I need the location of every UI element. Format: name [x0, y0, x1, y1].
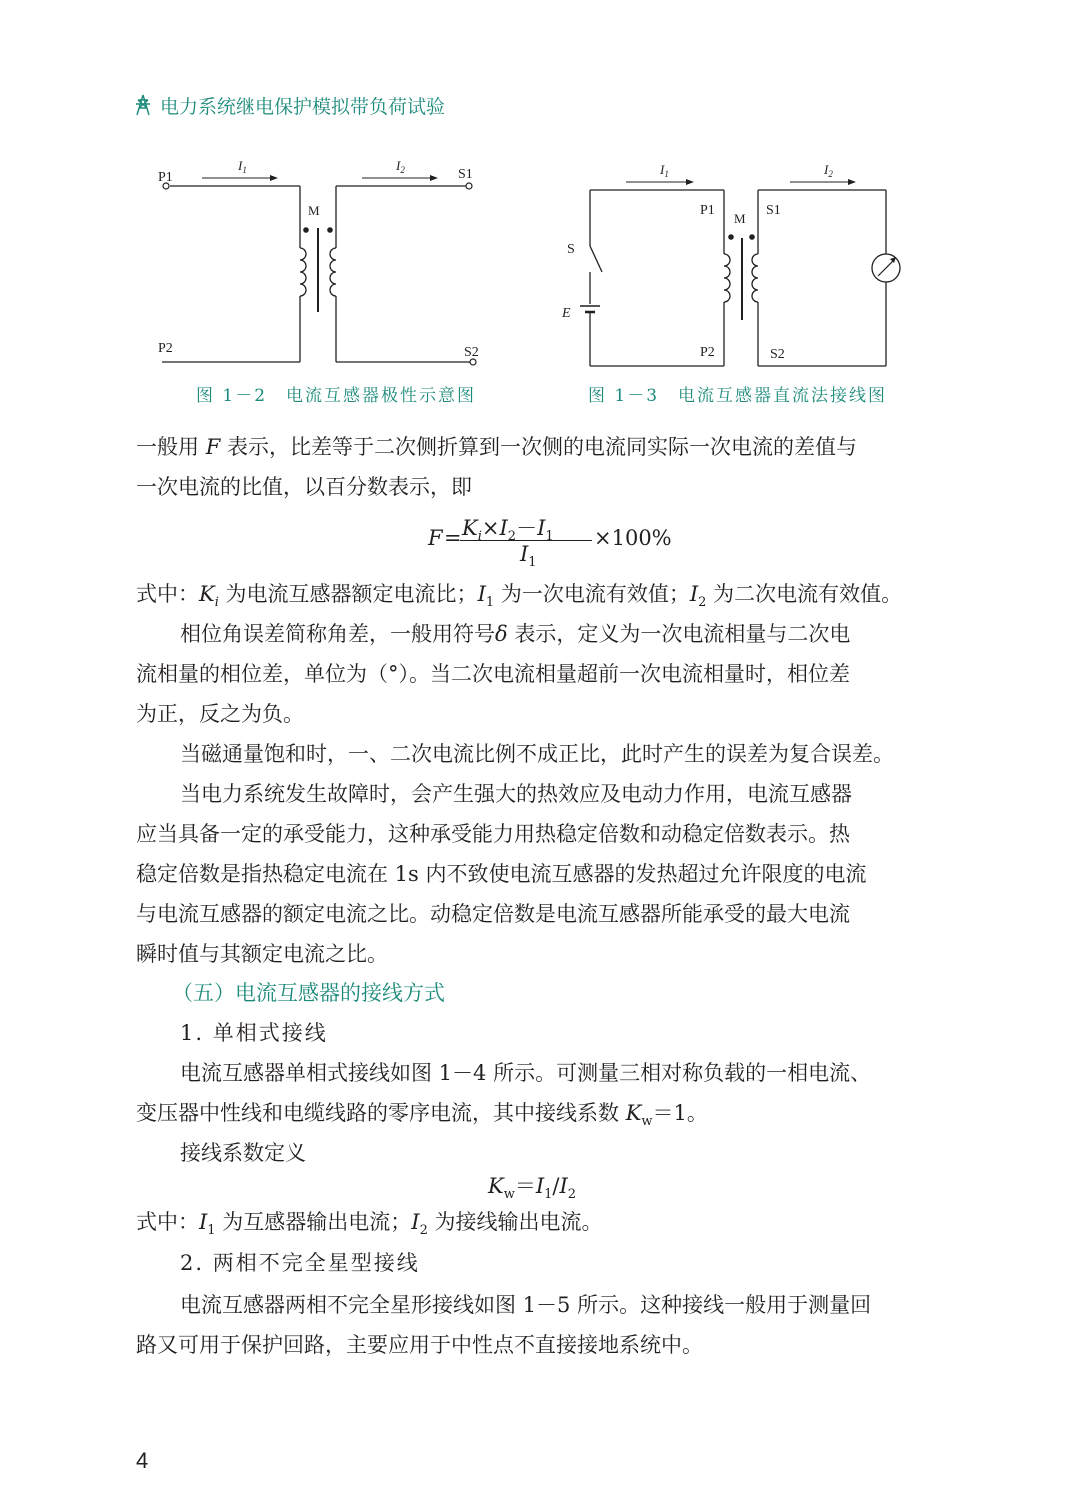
- switch-s: [590, 246, 602, 272]
- svg-text:I2: [395, 158, 405, 175]
- arrow-i1: [626, 179, 694, 185]
- label-i2-sub: 2: [400, 165, 405, 175]
- svg-text:I1: [659, 162, 669, 179]
- label-e: E: [562, 306, 571, 321]
- ratio-error-formula: F = $K_i\times I_2-I_1$ $I_1$ ×100%: [428, 516, 672, 571]
- label-i2: I: [824, 162, 829, 177]
- label-i1-sub: 1: [242, 165, 247, 175]
- figure-1-2-diagram: [140, 150, 500, 372]
- polarity-dot-primary: [728, 234, 734, 240]
- paragraph-line: 相位角误差简称角差，一般用符号δ 表示，定义为一次电流相量与二次电: [180, 622, 851, 646]
- polarity-dot-primary: [303, 227, 309, 233]
- label-i2-sub: 2: [828, 169, 833, 179]
- galvanometer-icon: [872, 254, 900, 282]
- paragraph-line: 当磁通量饱和时，一、二次电流比例不成正比，此时产生的误差为复合误差。: [180, 742, 894, 766]
- paragraph-line: 流相量的相位差，单位为（°）。当二次电流相量超前一次电流相量时，相位差: [136, 662, 850, 686]
- label-m: M: [734, 211, 746, 226]
- paragraph-line: 为正，反之为负。: [136, 702, 304, 726]
- transmission-tower-icon: [134, 94, 152, 116]
- polarity-dot-secondary: [327, 227, 333, 233]
- paragraph-line: 稳定倍数是指热稳定电流在 1s 内不致使电流互感器的发热超过允许限度的电流: [136, 862, 867, 886]
- label-m: M: [308, 203, 320, 218]
- arrow-i2: [362, 175, 438, 181]
- paragraph-line: 瞬时值与其额定电流之比。: [136, 942, 388, 966]
- label-s2: S2: [464, 345, 479, 360]
- label-s2: S2: [770, 347, 785, 362]
- paragraph-line: 变压器中性线和电缆线路的零序电流，其中接线系数 $K_w=1$。: [136, 1101, 708, 1130]
- paragraph-line: 与电流互感器的额定电流之比。动稳定倍数是电流互感器所能承受的最大电流: [136, 902, 850, 926]
- paragraph-line: 电流互感器单相式接线如图 1－4 所示。可测量三相对称负载的一相电流、: [180, 1061, 872, 1085]
- fraction-bar: [460, 540, 592, 541]
- polarity-dot-secondary: [749, 234, 755, 240]
- page-number: 4: [136, 1448, 149, 1473]
- label-p1: P1: [158, 170, 173, 185]
- label-p2: P2: [158, 341, 173, 356]
- label-s1: S1: [766, 203, 781, 218]
- paragraph-line: 应当具备一定的承受能力，这种承受能力用热稳定倍数和动稳定倍数表示。热: [136, 822, 850, 846]
- header-title: 电力系统继电保护模拟带负荷试验: [160, 95, 446, 118]
- running-header: [134, 90, 445, 120]
- label-s1: S1: [458, 167, 473, 182]
- label-i2: I: [396, 158, 401, 173]
- svg-text:I2: [823, 162, 833, 179]
- symbol-F: F: [205, 435, 221, 459]
- subsection-heading: 2. 两相不完全星型接线: [180, 1251, 420, 1275]
- battery-e: [580, 306, 600, 312]
- paragraph-line: 路又可用于保护回路，主要应用于中性点不直接接地系统中。: [136, 1333, 703, 1357]
- subsection-heading: 1. 单相式接线: [180, 1021, 328, 1045]
- arrow-i1: [202, 175, 278, 181]
- terminal-s1: [466, 183, 472, 189]
- figure-1-2-caption: 图 1－2 电流互感器极性示意图: [196, 386, 477, 406]
- label-i1: I: [238, 158, 243, 173]
- label-p2: P2: [700, 345, 715, 360]
- paragraph-line: 电流互感器两相不完全星形接线如图 1－5 所示。这种接线一般用于测量回: [180, 1293, 872, 1317]
- paragraph-line: 一般用 F 表示，比差等于二次侧折算到一次侧的电流同实际一次电流的差值与: [136, 435, 857, 459]
- label-i1-sub: 1: [664, 169, 669, 179]
- label-s: S: [567, 242, 575, 257]
- paragraph-line: 式中：$I_1$ 为互感器输出电流；$I_2$ 为接线输出电流。: [136, 1210, 603, 1239]
- label-p1: P1: [700, 203, 715, 218]
- arrow-i2: [790, 179, 856, 185]
- symbol-delta: δ: [495, 622, 508, 646]
- figure-1-3-caption: 图 1－3 电流互感器直流法接线图: [588, 386, 888, 406]
- paragraph-line: 接线系数定义: [180, 1141, 306, 1165]
- svg-text:I1: [237, 158, 247, 175]
- paragraph-line: 式中：$K_i$ 为电流互感器额定电流比；$I_1$ 为一次电流有效值；$I_2$ 为二次电流有效值。: [136, 582, 903, 611]
- label-i1: I: [660, 162, 665, 177]
- section-heading: （五）电流互感器的接线方式: [172, 981, 445, 1005]
- paragraph-line: 一次电流的比值，以百分数表示，即: [136, 475, 472, 499]
- figure-1-3-diagram: [560, 150, 920, 372]
- wiring-coefficient-formula: $K_w=I_1/I_2$: [488, 1174, 577, 1203]
- paragraph-line: 当电力系统发生故障时，会产生强大的热效应及电动力作用，电流互感器: [180, 782, 852, 806]
